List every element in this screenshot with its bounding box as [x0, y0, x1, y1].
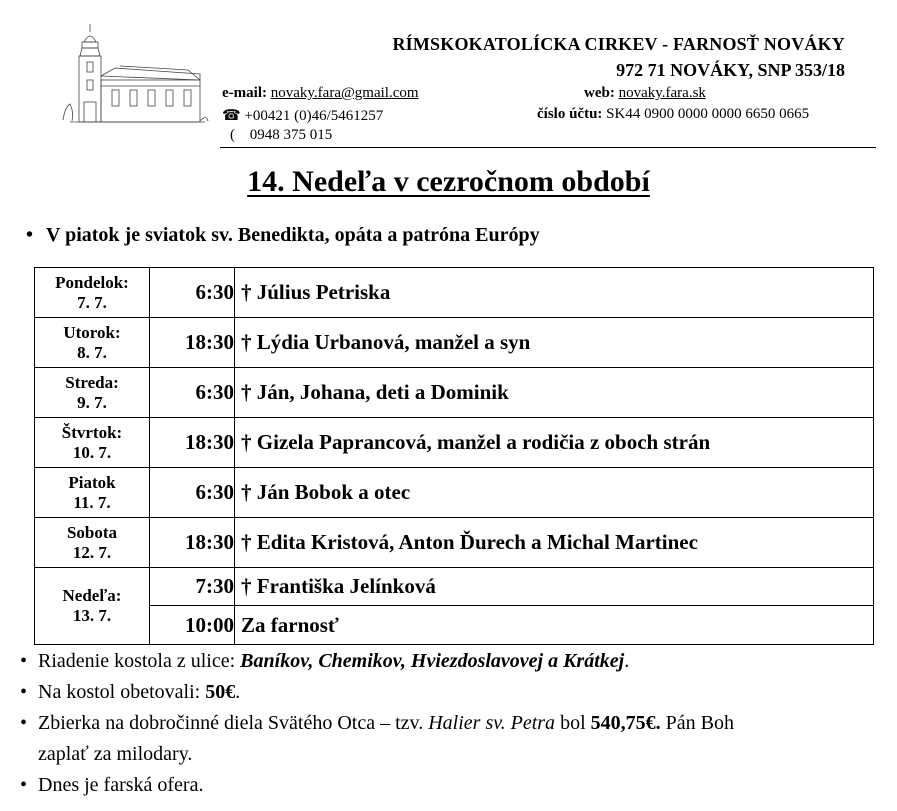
- intention-cell: † Ján Bobok a otec: [235, 468, 874, 518]
- intention-cell: † Lýdia Urbanová, manžel a syn: [235, 318, 874, 368]
- schedule-row: [35, 518, 874, 568]
- mobile-number: 0948 375 015: [249, 127, 333, 143]
- web-label: web:: [584, 85, 615, 101]
- day-cell: Pondelok: 7. 7.: [35, 268, 150, 318]
- day-cell: Sobota 12. 7.: [35, 518, 150, 568]
- bullet: •: [20, 650, 28, 672]
- intention-cell: † Františka Jelínková: [235, 568, 874, 606]
- header-divider: [220, 147, 876, 148]
- list-item: • Zbierka na dobročinné diela Svätého Otca – tzv. Halier sv. Petra bol 540,75€. Pán Boh zaplať za milodary.: [20, 708, 880, 770]
- mobile-icon: (: [230, 127, 235, 143]
- church-logo: [60, 22, 210, 127]
- bullet: •: [20, 681, 28, 703]
- day-cell: Utorok: 8. 7.: [35, 318, 150, 368]
- intention-cell: † Edita Kristová, Anton Ďurech a Michal Martinec: [235, 518, 874, 568]
- web-line: [584, 85, 706, 102]
- phone-icon: ☎: [222, 108, 241, 124]
- time-cell: 18:30: [150, 418, 235, 468]
- web-link[interactable]: novaky.fara.sk: [618, 85, 706, 101]
- parish-name: RÍMSKOKATOLÍCKA CIRKEV - FARNOSŤ NOVÁKY: [392, 34, 845, 54]
- day-cell: Streda: 9. 7.: [35, 368, 150, 418]
- mobile-line: [230, 127, 332, 144]
- email-link[interactable]: novaky.fara@gmail.com: [270, 85, 419, 101]
- account-line: [537, 106, 809, 123]
- day-cell: Štvrtok: 10. 7.: [35, 418, 150, 468]
- account-number: SK44 0900 0000 0000 6650 0665: [606, 106, 810, 122]
- schedule-row: [35, 418, 874, 468]
- schedule-row: [35, 268, 874, 318]
- intro-announcement: • V piatok je sviatok sv. Benedikta, opáta a patróna Európy: [26, 224, 540, 246]
- time-cell: 6:30: [150, 468, 235, 518]
- intention-cell: Za farnosť: [235, 606, 874, 645]
- bullet: •: [20, 774, 28, 796]
- email-line: [222, 85, 419, 102]
- time-cell: 6:30: [150, 368, 235, 418]
- parish-address: 972 71 NOVÁKY, SNP 353/18: [616, 60, 845, 80]
- intention-cell: † Július Petriska: [235, 268, 874, 318]
- time-cell: 10:00: [150, 606, 235, 645]
- account-label: číslo účtu:: [537, 106, 603, 122]
- mass-schedule-table: [34, 267, 874, 645]
- schedule-row: [35, 368, 874, 418]
- list-item: • Dnes je farská ofera.: [20, 770, 880, 801]
- day-cell: Nedeľa: 13. 7.: [35, 568, 150, 645]
- intention-cell: † Gizela Paprancová, manžel a rodičia z oboch strán: [235, 418, 874, 468]
- email-label: e-mail:: [222, 85, 267, 101]
- list-item: • Na kostol obetovali: 50€.: [20, 677, 880, 708]
- list-item: • Riadenie kostola z ulice: Baníkov, Chemikov, Hviezdoslavovej a Krátkej.: [20, 646, 880, 677]
- phone-line: [222, 106, 383, 125]
- page-title: 14. Nedeľa v cezročnom období: [247, 165, 650, 198]
- time-cell: 18:30: [150, 518, 235, 568]
- time-cell: 6:30: [150, 268, 235, 318]
- time-cell: 18:30: [150, 318, 235, 368]
- schedule-row: [35, 318, 874, 368]
- intention-cell: † Ján, Johana, deti a Dominik: [235, 368, 874, 418]
- time-cell: 7:30: [150, 568, 235, 606]
- schedule-row: [35, 468, 874, 518]
- schedule-row: [35, 606, 874, 645]
- day-cell: Piatok 11. 7.: [35, 468, 150, 518]
- phone-number: +00421 (0)46/5461257: [244, 108, 384, 124]
- bullet: •: [20, 712, 28, 734]
- schedule-row: [35, 568, 874, 606]
- announcements-list: [20, 646, 880, 801]
- bullet: •: [26, 224, 34, 246]
